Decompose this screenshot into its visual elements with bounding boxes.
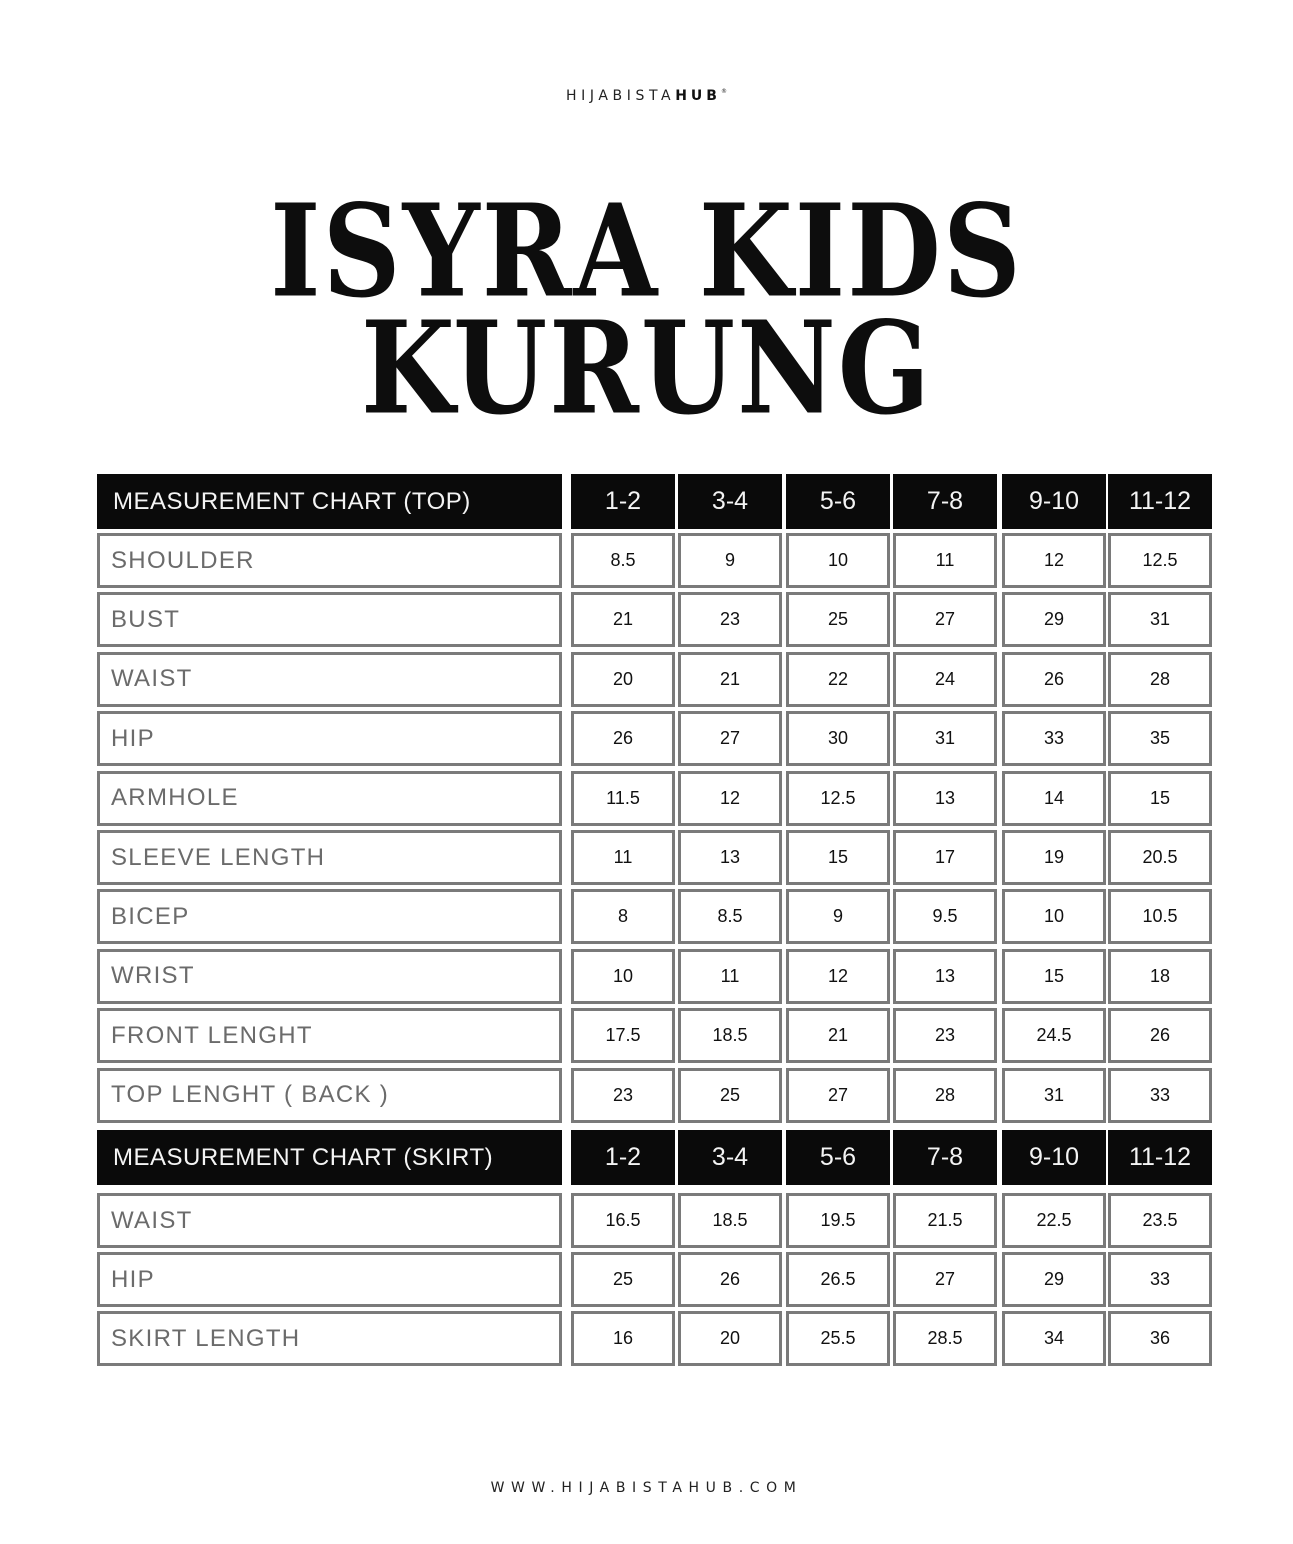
- size-header-5-6: 5-6: [786, 474, 890, 529]
- measurement-cell: 15: [1002, 949, 1106, 1004]
- row-label: WAIST: [97, 1193, 562, 1248]
- measurement-cell: 11: [571, 830, 675, 885]
- measurement-cell: 29: [1002, 592, 1106, 647]
- measurement-cell: 8.5: [678, 889, 782, 944]
- measurement-cell: 10: [571, 949, 675, 1004]
- measurement-cell: 28.5: [893, 1311, 997, 1366]
- measurement-cell: 31: [1108, 592, 1212, 647]
- measurement-cell: 27: [678, 711, 782, 766]
- measurement-cell: 9.5: [893, 889, 997, 944]
- measurement-cell: 29: [1002, 1252, 1106, 1307]
- brand-name-light: HIJABISTA: [566, 88, 676, 104]
- measurement-cell: 18.5: [678, 1193, 782, 1248]
- measurement-cell: 21: [571, 592, 675, 647]
- measurement-cell: 11: [893, 533, 997, 588]
- measurement-cell: 20: [571, 652, 675, 707]
- measurement-cell: 14: [1002, 771, 1106, 826]
- size-header-9-10: 9-10: [1002, 474, 1106, 529]
- measurement-cell: 35: [1108, 711, 1212, 766]
- measurement-cell: 27: [893, 592, 997, 647]
- measurement-cell: 15: [786, 830, 890, 885]
- size-header-5-6: 5-6: [786, 1130, 890, 1185]
- measurement-cell: 16.5: [571, 1193, 675, 1248]
- measurement-cell: 26: [1108, 1008, 1212, 1063]
- row-label: TOP LENGHT ( BACK ): [97, 1068, 562, 1123]
- measurement-cell: 28: [893, 1068, 997, 1123]
- measurement-cell: 22: [786, 652, 890, 707]
- measurement-cell: 8: [571, 889, 675, 944]
- measurement-cell: 36: [1108, 1311, 1212, 1366]
- measurement-cell: 20.5: [1108, 830, 1212, 885]
- row-label: HIP: [97, 711, 562, 766]
- measurement-cell: 27: [893, 1252, 997, 1307]
- page-title-line2: KURUNG: [360, 294, 933, 444]
- measurement-cell: 21: [786, 1008, 890, 1063]
- size-header-9-10: 9-10: [1002, 1130, 1106, 1185]
- measurement-cell: 18.5: [678, 1008, 782, 1063]
- measurement-cell: 23.5: [1108, 1193, 1212, 1248]
- row-label: SKIRT LENGTH: [97, 1311, 562, 1366]
- row-label: ARMHOLE: [97, 771, 562, 826]
- measurement-cell: 25: [786, 592, 890, 647]
- size-header-7-8: 7-8: [893, 1130, 997, 1185]
- row-label: BUST: [97, 592, 562, 647]
- row-label: SLEEVE LENGTH: [97, 830, 562, 885]
- measurement-cell: 20: [678, 1311, 782, 1366]
- measurement-cell: 12.5: [786, 771, 890, 826]
- skirt-chart-header: MEASUREMENT CHART (SKIRT): [97, 1130, 562, 1185]
- measurement-cell: 21: [678, 652, 782, 707]
- measurement-cell: 24: [893, 652, 997, 707]
- measurement-cell: 34: [1002, 1311, 1106, 1366]
- page-title-line1: ISYRA KIDS: [270, 177, 1023, 327]
- measurement-cell: 11: [678, 949, 782, 1004]
- row-label: SHOULDER: [97, 533, 562, 588]
- measurement-cell: 23: [678, 592, 782, 647]
- measurement-cell: 9: [678, 533, 782, 588]
- size-header-11-12: 11-12: [1108, 474, 1212, 529]
- measurement-cell: 26: [678, 1252, 782, 1307]
- measurement-cell: 17.5: [571, 1008, 675, 1063]
- measurement-cell: 23: [571, 1068, 675, 1123]
- measurement-cell: 10.5: [1108, 889, 1212, 944]
- measurement-cell: 13: [678, 830, 782, 885]
- size-header-1-2: 1-2: [571, 1130, 675, 1185]
- measurement-cell: 12: [786, 949, 890, 1004]
- measurement-cell: 12: [678, 771, 782, 826]
- size-header-11-12: 11-12: [1108, 1130, 1212, 1185]
- top-chart-header: MEASUREMENT CHART (TOP): [97, 474, 562, 529]
- size-header-1-2: 1-2: [571, 474, 675, 529]
- measurement-cell: 22.5: [1002, 1193, 1106, 1248]
- measurement-cell: 31: [1002, 1068, 1106, 1123]
- measurement-cell: 33: [1108, 1252, 1212, 1307]
- measurement-cell: 30: [786, 711, 890, 766]
- measurement-cell: 26: [1002, 652, 1106, 707]
- measurement-cell: 23: [893, 1008, 997, 1063]
- measurement-cell: 19: [1002, 830, 1106, 885]
- measurement-cell: 27: [786, 1068, 890, 1123]
- measurement-cell: 24.5: [1002, 1008, 1106, 1063]
- measurement-cell: 13: [893, 949, 997, 1004]
- measurement-cell: 12: [1002, 533, 1106, 588]
- measurement-cell: 18: [1108, 949, 1212, 1004]
- size-header-3-4: 3-4: [678, 474, 782, 529]
- measurement-cell: 25: [571, 1252, 675, 1307]
- measurement-cell: 26: [571, 711, 675, 766]
- measurement-cell: 19.5: [786, 1193, 890, 1248]
- size-header-7-8: 7-8: [893, 474, 997, 529]
- website-footer: WWW.HIJABISTAHUB.COM: [490, 1480, 803, 1496]
- row-label: FRONT LENGHT: [97, 1008, 562, 1063]
- measurement-cell: 11.5: [571, 771, 675, 826]
- measurement-cell: 28: [1108, 652, 1212, 707]
- measurement-cell: 31: [893, 711, 997, 766]
- measurement-cell: 16: [571, 1311, 675, 1366]
- measurement-cell: 33: [1002, 711, 1106, 766]
- measurement-cell: 9: [786, 889, 890, 944]
- measurement-cell: 10: [1002, 889, 1106, 944]
- measurement-cell: 25.5: [786, 1311, 890, 1366]
- measurement-cell: 13: [893, 771, 997, 826]
- measurement-cell: 15: [1108, 771, 1212, 826]
- measurement-cell: 10: [786, 533, 890, 588]
- brand-name-bold: HUB: [675, 88, 721, 104]
- measurement-cell: 12.5: [1108, 533, 1212, 588]
- measurement-cell: 25: [678, 1068, 782, 1123]
- registered-mark: ®: [720, 88, 727, 95]
- measurement-cell: 33: [1108, 1068, 1212, 1123]
- brand-logo: [0, 88, 1293, 104]
- measurement-cell: 26.5: [786, 1252, 890, 1307]
- measurement-cell: 21.5: [893, 1193, 997, 1248]
- row-label: BICEP: [97, 889, 562, 944]
- size-header-3-4: 3-4: [678, 1130, 782, 1185]
- row-label: WRIST: [97, 949, 562, 1004]
- row-label: HIP: [97, 1252, 562, 1307]
- row-label: WAIST: [97, 652, 562, 707]
- measurement-cell: 17: [893, 830, 997, 885]
- measurement-cell: 8.5: [571, 533, 675, 588]
